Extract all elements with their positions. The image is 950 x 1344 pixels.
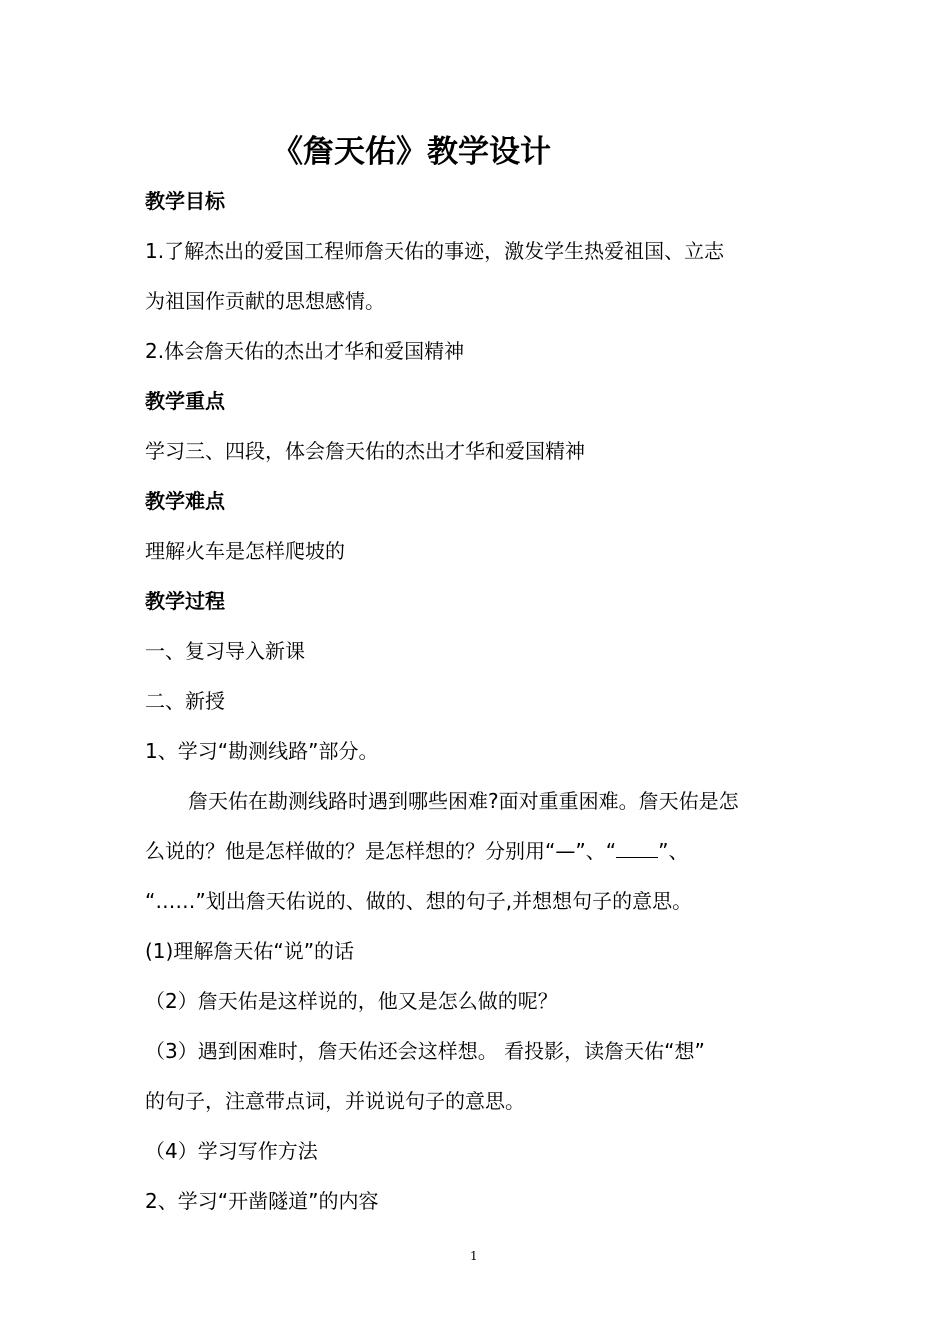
item-4: （4）学习写作方法 xyxy=(145,1139,318,1163)
paragraph-line-1: 詹天佑在勘测线路时遇到哪些困难?面对重重困难。詹天佑是怎 xyxy=(188,789,739,813)
item-3-line-2: 的句子，注意带点词，并说说句子的意思。 xyxy=(145,1089,525,1113)
item-3-line-1: （3）遇到困难时，詹天佑还会这样想。 看投影，读詹天佑“想” xyxy=(145,1039,705,1063)
process-step-2: 二、新授 xyxy=(145,689,225,713)
objective-1-line-1: 1.了解杰出的爱国工程师詹天佑的事迹，激发学生热爱祖国、立志 xyxy=(145,239,725,263)
key-points-text: 学习三、四段，体会詹天佑的杰出才华和爱国精神 xyxy=(145,439,585,463)
difficulties-text: 理解火车是怎样爬坡的 xyxy=(145,539,345,563)
difficulties-heading: 教学难点 xyxy=(145,489,225,513)
objective-2: 2.体会詹天佑的杰出才华和爱国精神 xyxy=(145,339,465,363)
page-number: 1 xyxy=(470,1249,478,1263)
objective-1-line-2: 为祖国作贡献的思想感情。 xyxy=(145,289,385,313)
process-step-1: 一、复习导入新课 xyxy=(145,639,305,663)
key-points-heading: 教学重点 xyxy=(145,389,225,413)
paragraph-line-2-text-b: ”、 xyxy=(658,839,689,863)
item-1: (1)理解詹天佑“说”的话 xyxy=(145,939,355,963)
underline-blank xyxy=(616,843,658,858)
document-title: 《詹天佑》教学设计 xyxy=(272,134,551,170)
objectives-heading: 教学目标 xyxy=(145,189,225,213)
subsection-2: 2、学习“开凿隧道”的内容 xyxy=(145,1189,379,1213)
item-2: （2）詹天佑是这样说的，他又是怎么做的呢？ xyxy=(145,989,558,1013)
paragraph-line-3: “……”划出詹天佑说的、做的、想的句子,并想想句子的意思。 xyxy=(145,889,693,913)
paragraph-line-2-text-a: 么说的？他是怎样做的？是怎样想的？分别用“—”、“ xyxy=(145,839,617,863)
process-heading: 教学过程 xyxy=(145,589,225,613)
paragraph-line-2 xyxy=(145,838,688,864)
subsection-1: 1、学习“勘测线路”部分。 xyxy=(145,739,379,763)
